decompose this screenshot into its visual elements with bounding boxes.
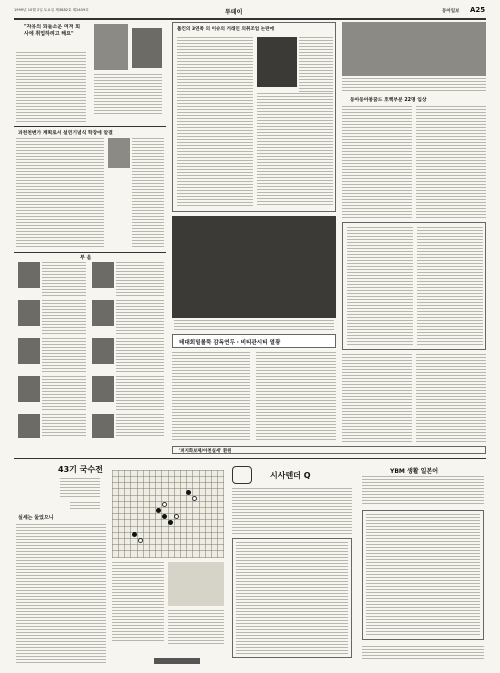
- article-body: [16, 52, 86, 122]
- quiz-icon: [232, 466, 252, 484]
- black-stone: [162, 514, 167, 519]
- go-result: [70, 502, 100, 510]
- group-photo: [342, 22, 486, 76]
- article-body: [172, 352, 250, 442]
- portrait-photo: [18, 300, 40, 326]
- page-number: A25: [470, 6, 486, 14]
- article-body: [299, 37, 333, 93]
- ybm-text: [362, 476, 484, 506]
- portrait-photo: [92, 300, 114, 326]
- go-title: 43기 국수전: [58, 465, 103, 474]
- paper-name: 동아일보: [442, 9, 460, 14]
- obituary-text: [42, 262, 86, 296]
- feature-photo: [172, 216, 336, 318]
- article-body: [342, 106, 412, 218]
- article-headline: "자유의 되돌소운 여저 회사에 취업하려고 해요": [24, 24, 81, 37]
- footer-bar: [154, 658, 200, 664]
- ybm-section: [360, 462, 486, 667]
- article-headline: 과천천변가 계획로서 설연기념식 학장에 알결: [18, 131, 113, 136]
- white-stone: [138, 538, 143, 543]
- go-section: [14, 462, 224, 667]
- article-body: [416, 106, 486, 218]
- article-body: [94, 74, 162, 114]
- white-stone: [174, 514, 179, 519]
- ybm-text: [366, 514, 480, 636]
- masthead: [14, 4, 486, 18]
- obituary-text: [116, 414, 164, 438]
- article-headline: 동아동아봉꿈드 호핵부분 22명 입상: [350, 98, 427, 103]
- article-body: [132, 138, 164, 248]
- quiz-title: 시사텐더 Q: [270, 471, 311, 480]
- article-body: [342, 354, 412, 442]
- notice-title: '퍼지화보제/아천실세' 환원: [179, 449, 232, 454]
- obituary-text: [116, 262, 164, 296]
- masthead-date: 1999년 10월 2일 토요일 제3882호 제2409호: [14, 8, 89, 12]
- portrait-photo: [92, 414, 114, 438]
- article-body: [256, 352, 336, 442]
- obituary-text: [116, 376, 164, 410]
- black-stone: [168, 520, 173, 525]
- go-commentary: [16, 524, 106, 664]
- portrait-photo: [92, 338, 114, 364]
- go-commentary: [112, 562, 164, 642]
- portrait-photo: [92, 376, 114, 402]
- section-title: 투데이: [225, 9, 243, 16]
- go-players: [60, 478, 100, 498]
- article-body: [416, 354, 486, 442]
- photo-caption: [174, 320, 334, 332]
- divider: [14, 252, 166, 253]
- quiz-box: [232, 538, 352, 658]
- obituary-grid: [14, 262, 166, 440]
- portrait-photo: [132, 28, 162, 68]
- go-board: [112, 470, 224, 558]
- quiz-section: [230, 462, 354, 667]
- notice-box: [172, 446, 486, 454]
- schedule-text: [347, 227, 413, 345]
- obituary-header: 부 음: [80, 255, 92, 261]
- obituary-text: [42, 414, 86, 438]
- diagram: [168, 562, 224, 606]
- article-body: [16, 138, 104, 248]
- ybm-lesson-box: [362, 510, 484, 640]
- portrait-photo: [18, 262, 40, 288]
- center-article: [172, 22, 336, 212]
- divider: [14, 126, 166, 127]
- article-headline: 톨킨의 3연족 의 이슈의 거래인 의취조업 논란에: [177, 27, 275, 32]
- bottom-rule: [14, 458, 486, 459]
- schedule-text: [417, 227, 483, 345]
- portrait-photo: [108, 138, 130, 168]
- schedule-box: [342, 222, 486, 350]
- portrait-photo: [18, 376, 40, 402]
- white-stone: [192, 496, 197, 501]
- feature-headline-box: [172, 334, 336, 348]
- article-body: [177, 37, 253, 207]
- obituary-text: [42, 338, 86, 372]
- quiz-text: [236, 542, 348, 654]
- white-stone: [162, 502, 167, 507]
- black-stone: [156, 508, 161, 513]
- obituary-text: [42, 300, 86, 334]
- quiz-text: [232, 488, 352, 534]
- go-commentary: [168, 610, 224, 644]
- black-stone: [186, 490, 191, 495]
- photo-caption: [342, 78, 486, 92]
- portrait-photo: [92, 262, 114, 288]
- obituary-text: [116, 300, 164, 334]
- portrait-photo: [18, 414, 40, 438]
- ybm-footer: [362, 646, 484, 660]
- obituary-text: [116, 338, 164, 372]
- obituary-text: [42, 376, 86, 410]
- masthead-rule: [14, 18, 486, 20]
- article-headline: 테대회밑볼뚝 감독연두・비티관시티 열광: [179, 340, 281, 346]
- portrait-photo: [18, 338, 40, 364]
- portrait-photo: [94, 24, 128, 70]
- portrait-photo: [257, 37, 297, 87]
- go-subtitle: 실세는 둘었으니: [18, 515, 54, 521]
- article-body: [257, 93, 333, 207]
- ybm-title: YBM 생활 일본어: [390, 468, 439, 475]
- black-stone: [132, 532, 137, 537]
